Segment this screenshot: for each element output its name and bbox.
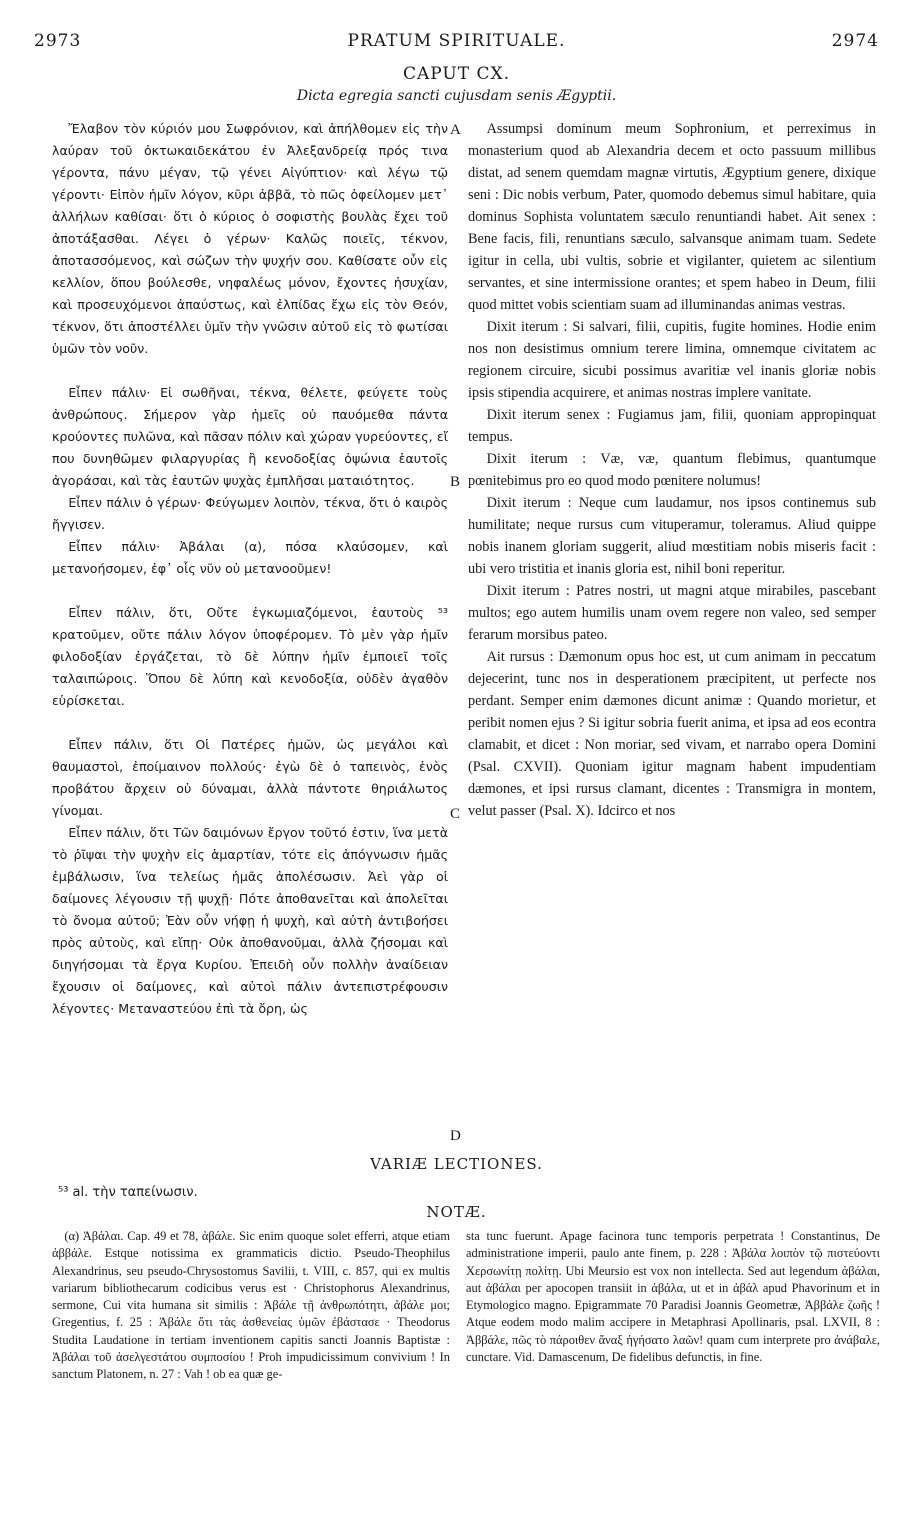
latin-paragraph: Dixit iterum : Neque cum laudamur, nos ipsos continemus sub humilitate; neque rursus cum vituperamur, toleramus. Aliud quippe nobis inanem gloriam suggerit, aliud mœstitiam nobis miseris facit : ubi vero tristitia et inanis gloria est, nihil boni reperitur. bbox=[468, 495, 876, 577]
margin-marker-c: C bbox=[450, 806, 461, 822]
latin-column bbox=[468, 118, 876, 1148]
note-text: (α) Ἀβάλαι. Cap. 49 et 78, ἀβάλε. Sic enim quoque solet efferri, atque etiam ἀββάλε. Estque notissima ex grammaticis dictio. Pseudo-Theophilus Alexandrinus, seu pseudo-Chrysostomus Savilii, t. VIII, c. 857, qui ex multis variarum bibliothecarum codicibus verus est · Christophorus Alexandrinus, sermone, Cui vita humana sit similis : Ἀβάλε τῇ ἀνθρωπότητι, ἀβάλε μοι; Gregentius, f. 25 : Ἀβάλε ὅτι τὰς ἀσθενείας ὑμῶν ἐβάστασε · Theodorus Studita Laudatione in tertiam inventionem capitis sancti Joannis Baptistæ : Ἀβάλαι τοῦ ἀσελγεστάτου συμποσίου ! Proh impudicissimum convivium ! In sanctum Platonem, n. 27 : Vah ! ob ea quæ ge- bbox=[52, 1229, 450, 1382]
margin-marker-b: B bbox=[450, 474, 461, 490]
greek-paragraph: Ἔλαβον τὸν κύριόν μου Σωφρόνιον, καὶ ἀπήλθομεν εἰς τὴν λαύραν τοῦ ὀκτωκαιδεκάτου ἐν Ἀλεξανδρείᾳ πρός τινα γέροντα, πάνυ μέγαν, τῷ γένει Αἰγύπτιον· καὶ λέγω τῷ γέροντι· Εἰπὸν ἡμῖν λόγον, κῦρι ἀββᾶ, τὸ πῶς ὀφείλομεν μετ᾽ ἀλλήλων καθίσαι· ὅτι ὁ κύριος ὁ σοφιστὴς βουλὰς ἔχει τοῦ ἀποτάξασθαι. Λέγει ὁ γέρων· Καλῶς ποιεῖς, τέκνον, ἀποτασσόμενος, καὶ σώζων τὴν ψυχήν σου. Καθίσατε οὖν εἰς κελλίον, ὅπου βούλεσθε, νηφαλέως μόνον, ἔχοντες ἡσυχίαν, καὶ προσευχόμενοι ἀπαύστως, καὶ ἐλπίδας ἔχω εἰς τὸν Θεόν, τέκνον, ὅτι ἀποστέλλει ὑμῖν τὴν γνῶσιν αὐτοῦ εἰς τὸ φωτίσαι ὑμῶν τὸν νοῦν. bbox=[52, 121, 448, 356]
left-page-number: 2973 bbox=[34, 31, 82, 51]
greek-paragraph: Εἶπεν πάλιν, ὅτι Τῶν δαιμόνων ἔργον τοῦτό ἐστιν, ἵνα μετὰ τὸ ῥῖψαι τὴν ψυχὴν εἰς ἁμαρτίαν, τότε εἰς ἀπόγνωσιν ἡμᾶς ἐμβάλωσιν, ἵνα τελείως ἡμᾶς ἀπολέσωσιν. Ἀεὶ γὰρ οἱ δαίμονες λέγουσιν τῇ ψυχῇ· Πότε ἀποθανεῖται καὶ ἀπολεῖται τὸ ὄνομα αὐτοῦ; Ἐὰν οὖν νήφῃ ἡ ψυχὴ, καὶ αὐτὴ ἀντιβοήσει πρὸς αὐτοὺς, καὶ εἴπῃ· Οὐκ ἀποθανοῦμαι, ἀλλὰ ζήσομαι καὶ διηγήσομαι τὰ ἔργα Κυρίου. Ἐπειδὴ οὖν πολλὴν ἀναίδειαν ἔχουσιν οἱ δαίμονες, καὶ αὐτοὶ πάλιν ἀντεπιστρέφουσιν λέγοντες· Μεταναστεύου ἐπὶ τὰ ὄρη, ὡς bbox=[52, 825, 448, 1016]
greek-column bbox=[52, 118, 448, 1148]
right-page-number: 2974 bbox=[831, 31, 879, 51]
latin-paragraph: Dixit iterum senex : Fugiamus jam, filii, quoniam appropinquat tempus. bbox=[468, 407, 876, 445]
latin-paragraph: Ait rursus : Dæmonum opus hoc est, ut cum animam in peccatum dejecerint, tunc nos in desperationem præcipitent, ut perfecte nos perdant. Semper enim dæmones dicunt animæ : Quando morietur, et peribit nomen ejus ? Si igitur sobria fuerit anima, et ipsa ad eos econtra clamabit, et dicet : Non moriar, sed vivam, et narrabo opera Domini (Psal. CXVII). Quoniam igitur magnam habent impudentiam dæmones, et ipsi rursus clamant, dicentes : Transmigra in montem, velut passer (Psal. X). Idcirco et nos bbox=[468, 649, 876, 819]
variant-reading: ⁵³ al. τὴν ταπείνωσιν. bbox=[58, 1185, 198, 1200]
note-right-column bbox=[466, 1228, 880, 1366]
latin-paragraph: Assumpsi dominum meum Sophronium, et perreximus in monasterium quod ab Alexandria decem et octo passuum millibus distat, ad senem quemdam magnæ virtutis, Ægyptium genere, dixique seni : Dic nobis verbum, Pater, quomodo debemus simul habitare, quia dominus Sophista voluntatem sæculo renuntiandi habet. Ait senex : Bene facis, fili, renuntians sæculo, salvansque animam tuam. Sedete igitur in cella, ubi vultis, sobrie et vigilanter, quietem ac silentium servantes, et sine intermissione orantes; et spem habeo in Deum, filii quod mittet vobis scientiam suam ad illuminandas animas vestras. bbox=[468, 121, 876, 313]
latin-paragraph: Dixit iterum : Si salvari, filii, cupitis, fugite homines. Hodie enim nos non desistimus omnium terere limina, omnemque civitatem ac regionem circuire, sicubi possimus avaritiæ vel inanis gloriæ nobis ipsis stipendia acquirere, et animas nostras implere vanitate. bbox=[468, 319, 876, 401]
chapter-title: CAPUT CX. bbox=[402, 64, 510, 84]
latin-paragraph: Dixit iterum : Patres nostri, ut magni atque mirabiles, pascebant multos; ego autem humilis unam ovem regere non valeo, sed semper ferarum morsibus pateo. bbox=[468, 583, 876, 643]
greek-paragraph: Εἶπεν πάλιν, ὅτι, Οὔτε ἐγκωμιαζόμενοι, ἑαυτοὺς ⁵³ κρατοῦμεν, οὔτε πάλιν λόγον ὑποφέρομεν. Τὸ μὲν γὰρ ἡμῖν φιλοδοξίαν ἐργάζεται, τὸ δὲ λύπην ἡμῖν ἐμποιεῖ τοῖς ταλαιπώροις. Ὅπου δὲ λύπη καὶ κενοδοξία, οὐδὲν ἀγαθὸν εὑρίσκεται. bbox=[52, 605, 448, 708]
margin-marker-a: A bbox=[450, 122, 461, 138]
notae-heading: NOTÆ. bbox=[426, 1203, 487, 1221]
greek-paragraph: Εἶπεν πάλιν, ὅτι Οἱ Πατέρες ἡμῶν, ὡς μεγάλοι καὶ θαυμαστοὶ, ἐποίμαινον πολλούς· ἐγὼ δὲ ὁ ταπεινὸς, ἑνὸς προβάτου ἄρχειν οὐ δύναμαι, ἀλλὰ πάντοτε θηριάλωτος γίνομαι. bbox=[52, 737, 448, 818]
chapter-subtitle: Dicta egregia sancti cujusdam senis Ægyptii. bbox=[296, 88, 617, 104]
greek-paragraph: Εἶπεν πάλιν· Εἰ σωθῆναι, τέκνα, θέλετε, φεύγετε τοὺς ἀνθρώπους. Σήμερον γὰρ ἡμεῖς οὐ παυόμεθα πάντα κρούοντες πυλῶνα, καὶ πᾶσαν πόλιν καὶ χώραν γυρεύοντες, εἴ που δυνηθῶμεν φιλαργυρίας ἢ κενοδοξίας ὀψώνια ἑαυτοῖς ἀγοράσαι, καὶ τὰς ἑαυτῶν ψυχὰς ἐμπλῆσαι ματαιότητος. bbox=[52, 385, 448, 488]
running-title: PRATUM SPIRITUALE. bbox=[347, 31, 566, 51]
latin-paragraph: Dixit iterum : Væ, væ, quantum flebimus, quantumque pœnitebimus pro eo quod modo pœnitere nolumus! bbox=[468, 451, 876, 489]
greek-paragraph: Εἶπεν πάλιν ὁ γέρων· Φεύγωμεν λοιπὸν, τέκνα, ὅτι ὁ καιρὸς ἤγγισεν. bbox=[52, 495, 448, 532]
note-left-column bbox=[52, 1228, 450, 1384]
page-header bbox=[34, 31, 879, 55]
margin-marker-d: D bbox=[450, 1128, 461, 1144]
note-text: sta tunc fuerunt. Apage facinora tunc temporis perpetrata ! Constantinus, De administratione imperii, paulo ante finem, p. 228 : Ἀβάλα λοιπὸν τῷ πιστεύοντι Χερσωνίτῃ πολίτῃ. Ubi Meursio est vox non intellecta. Sed aut legendum ἀβάλαι, aut ἀβάλαι per apocopen transiit in ἀβάλα, ut et in ἀβάλ apud Phavorinum et in Etymologico magno. Epigrammate 70 Paradisi Joannis Geometræ, Ἀββάλε ζωῆς ! Atque eodem modo malim accipere in Metaphrasi Apollinaris, psal. LXVII, 8 : Ἀββάλε, πῶς τὸ πάροιθεν ἄναξ ἡγήσατο λαῶν! quam cum interprete pro ἀνάβαλε, cunctare. Vid. Damascenum, De fidelibus defunctis, in fine. bbox=[466, 1229, 880, 1365]
greek-paragraph: Εἶπεν πάλιν· Ἀβάλαι (α), πόσα κλαύσομεν, καὶ μετανοήσομεν, ἐφ᾽ οἷς νῦν οὐ μετανοοῦμεν! bbox=[52, 539, 448, 576]
variae-lectiones-heading: VARIÆ LECTIONES. bbox=[370, 1155, 543, 1173]
